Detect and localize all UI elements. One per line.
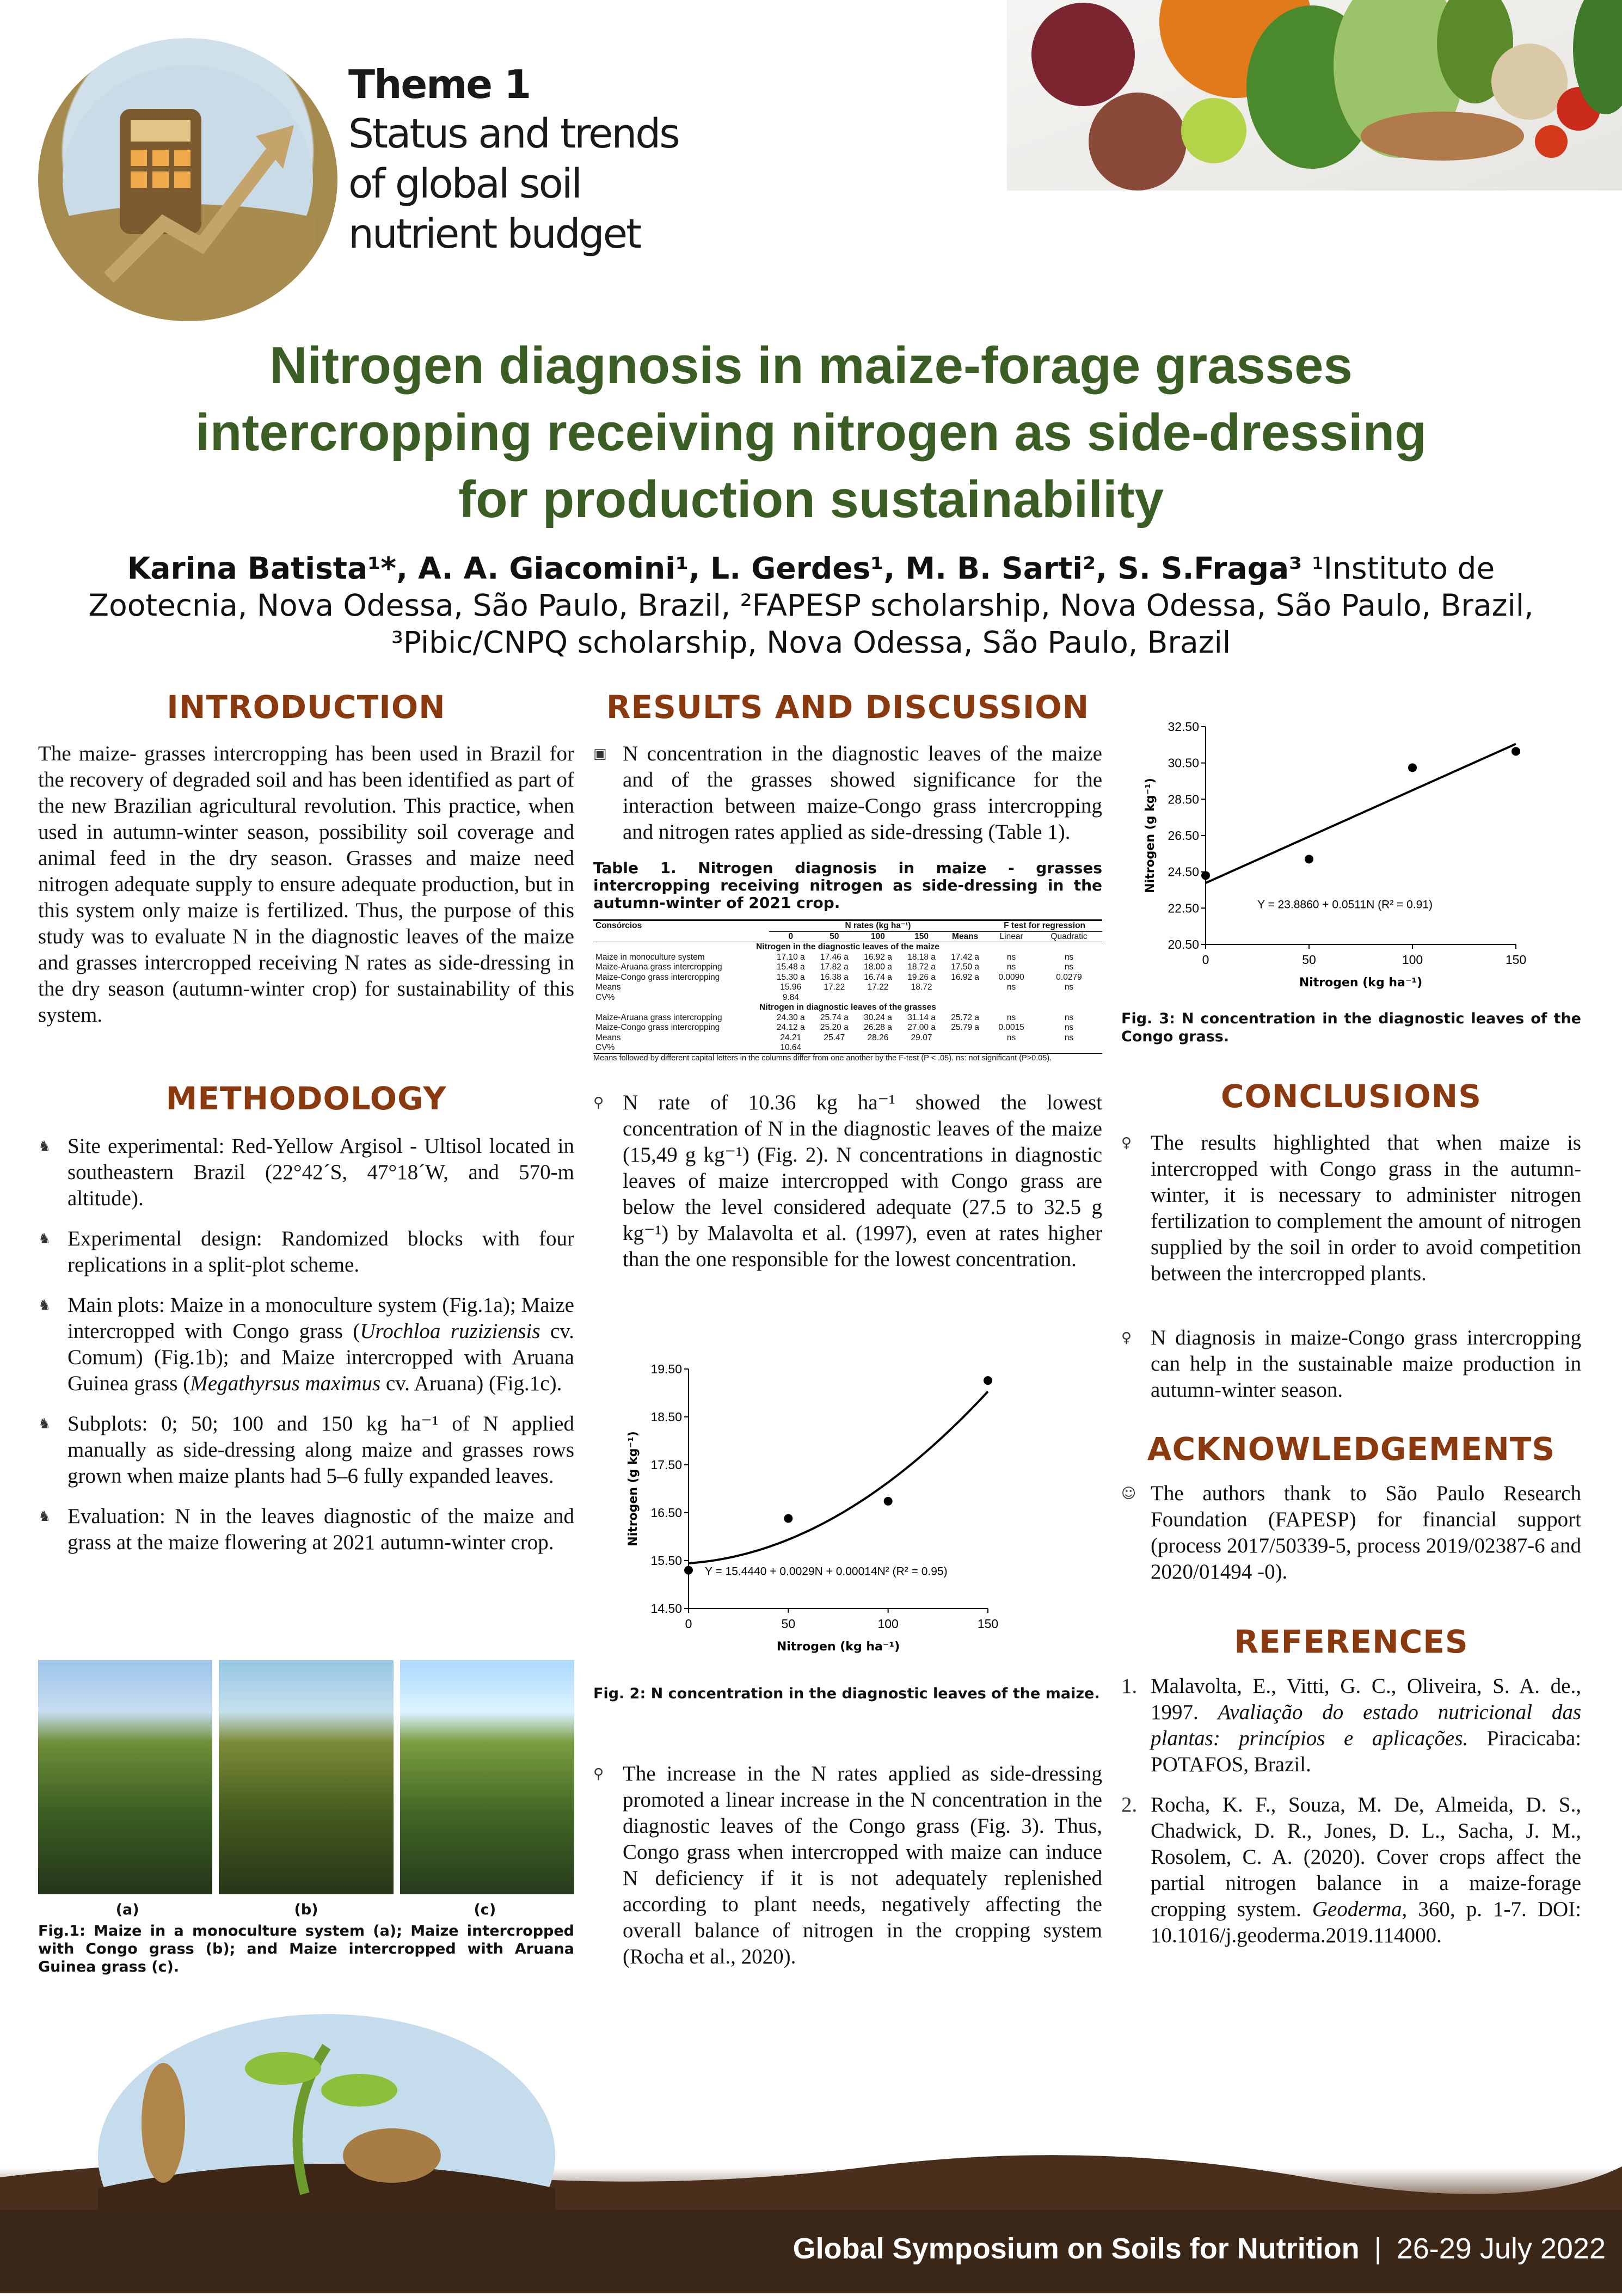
text-segment: Malavolta, E., Vitti, G. C., Oliveira, S. A. de., 1997. [1151,1674,1581,1724]
methodology-item [38,1411,574,1489]
table-subheader: 0 [788,931,794,941]
x-tick-label: 0 [685,1617,692,1631]
figure-1 [38,1660,574,1976]
table-cell: 9.84 [782,992,799,1002]
table-cell: 0.0090 [998,972,1024,982]
table-cell: 15.30 a [776,972,805,982]
figure-bullet-icon: ♞ [38,1231,51,1247]
fig3-caption: Fig. 3: N concentration in the diagnostic leaves of the Congo grass. [1121,1010,1581,1045]
table-cell: 0.0279 [1056,972,1082,982]
references-heading: REFERENCES [1234,1623,1469,1660]
text-segment: Evaluation: N in the leaves diagnostic of the maize and grass at the maize flowering at 2021 autumn-winter crop. [67,1505,574,1554]
x-tick-label: 100 [877,1617,899,1631]
table-cell [987,1043,1036,1053]
table-cell: 16.74 a [864,972,892,982]
y-tick-label: 18.50 [650,1410,682,1424]
table-cell: Maize-Congo grass intercropping [595,972,720,982]
text-segment: Avaliação do estado nutricional das plantas: princípios e aplicações. [1151,1700,1582,1750]
event-dates: 26-29 July 2022 [1396,2232,1606,2265]
poster-title [33,332,1589,533]
table-cell [1036,993,1102,1003]
conclusions-heading: CONCLUSIONS [1221,1078,1482,1115]
fig2-caption: Fig. 2: N concentration in the diagnostic leaves of the maize. [593,1685,1100,1702]
text-segment: Subplots: 0; 50; 100 and 150 kg ha⁻¹ of N applied manually as side-dressing along maize and grasses rows grown when maize plants had 5–6 fully expanded leaves. [67,1412,574,1488]
middle-column [593,689,1102,1287]
text-segment: Megathyrsus maximus [190,1372,381,1395]
table-cell: 25.74 a [820,1012,849,1022]
conclusion-text: The results highlighted that when maize is intercropped with Congo grass in the autumn-winter, it is necessary to administer nitrogen fertilization to complement the amount of nitrogen supplied by the soil in order to avoid competition between the intercropped plants. [1151,1131,1581,1285]
fit-line [1206,744,1516,883]
table-caption: Table 1. Nitrogen diagnosis in maize - grasses intercropping receiving nitrogen as side-dressing in the autumn-winter of 2021 crop. [593,859,1102,912]
table-cell: 0.0015 [998,1023,1024,1032]
theme-logo [38,38,337,321]
figure-bullet-icon: ♞ [38,1297,51,1313]
theme-line: nutrient budget [348,211,641,257]
text-segment: Main plots: Maize in a monoculture system (Fig.1a); Maize intercropped with Congo grass ( [67,1293,574,1343]
y-tick-label: 20.50 [1168,937,1199,951]
author-affiliations: ¹Instituto de Zootecnia, Nova Odessa, São Paulo, Brazil, ²FAPESP scholarship, Nova Odessa, São Paulo, Brazil, ³Pibic/CNPQ scholarship, Nova Odessa, São Paulo, Brazil [88,551,1534,660]
table-section-header: Nitrogen in the diagnostic leaves of the maize [756,942,939,951]
table-cell [987,993,1036,1003]
table-subheader: 100 [871,931,885,941]
table-cell: 17.82 a [820,962,849,972]
results-heading: RESULTS AND DISCUSSION [606,689,1090,726]
table-cell [813,1043,856,1053]
table-cell: 28.26 [867,1033,889,1042]
y-tick-label: 28.50 [1168,792,1199,807]
table-cell: 18.72 [911,983,932,992]
table-1 [593,919,1102,1063]
y-tick-label: 26.50 [1168,828,1199,843]
table-cell: ns [1064,1012,1074,1022]
table-cell: 10.64 [780,1043,802,1052]
table-cell: ns [1064,983,1074,992]
results-text-2: N rate of 10.36 kg ha⁻¹ showed the lowest concentration of N in the diagnostic leaves of the maize (15,49 g kg⁻¹) (Fig. 2). N concentrations in diagnostic leaves of maize intercropped with Congo grass are below the level considered adequate (27.5 to 32.5 g kg⁻¹) by Malavolta et al. (1997), even at rates higher than the one responsible for the lowest concentration. [623,1090,1102,1271]
table-cell: ns [1006,983,1016,992]
table-row [593,953,1102,963]
data-point [1408,763,1417,772]
table-cell [1036,1043,1102,1053]
table-cell: 17.10 a [776,952,805,962]
theme-number: Theme 1 [348,62,531,107]
theme-line: of global soil [348,161,581,207]
text-segment: cv. Aruana) (Fig.1c). [380,1372,562,1395]
table-cell [943,1033,987,1043]
data-point [984,1376,992,1385]
y-tick-label: 19.50 [650,1362,682,1376]
table-cell: 17.46 a [820,952,849,962]
table-cell [943,993,987,1003]
table-section-header: Nitrogen in diagnostic leaves of the grasses [759,1003,936,1012]
regression-equation: Y = 23.8860 + 0.0511N (R² = 0.91) [1257,898,1433,911]
table-cell [813,993,856,1003]
y-axis-label: Nitrogen (g kg⁻¹) [626,1431,640,1546]
title-line: for production sustainability [458,470,1164,529]
table-cell: Maize-Aruana grass intercropping [595,1012,722,1022]
data-point [684,1566,693,1575]
table-cell: 16.92 a [951,972,980,982]
table-cell: 18.00 a [864,962,892,972]
x-tick-label: 100 [1402,953,1423,967]
table-cell: 24.12 a [776,1023,805,1032]
table-cell: 17.42 a [951,952,980,962]
table-cell: 18.72 a [907,962,936,972]
table-row [593,973,1102,983]
magnifier-bullet-icon: ⚲ [593,1766,604,1782]
table-cell: 15.48 a [776,962,805,972]
theme-line: Status and trends [348,110,679,157]
acknowledgements-heading: ACKNOWLEDGEMENTS [1147,1431,1556,1468]
col-n-rates: N rates (kg ha⁻¹) [769,920,987,932]
table-cell: ns [1006,1012,1016,1022]
text-segment: Rocha, K. F., Souza, M. De, Almeida, D. S., Chadwick, D. R., Jones, D. L., Sacha, J. M., Rosolem, C. A. (2020). Cover crops affect the partial nitrogen balance in a maize-forage cropping system. [1151,1793,1581,1921]
table-cell: 17.50 a [951,962,980,972]
fig3-chart [1138,713,1529,996]
table-cell: 30.24 a [864,1012,892,1022]
table-cell: 25.72 a [951,1012,980,1022]
table-cell: 17.22 [824,983,845,992]
chart-growth-icon [38,38,337,321]
lightbulb-bullet-icon: ♀ [1121,1135,1132,1151]
table-row [593,993,1102,1003]
table-cell: ns [1064,1033,1074,1042]
title-line: Nitrogen diagnosis in maize-forage grasses [269,336,1353,395]
data-point [1512,747,1520,756]
table-cell: ns [1064,1023,1074,1032]
table-cell: 19.26 a [907,972,936,982]
y-tick-label: 16.50 [650,1506,682,1520]
methodology-list [38,1133,574,1556]
table-row [593,1013,1102,1023]
y-tick-label: 14.50 [650,1601,682,1616]
text-segment: Geoderma, [1312,1898,1408,1921]
table-subheader: Linear [999,931,1023,941]
table-cell: 26.28 a [864,1023,892,1032]
photo-maize-monoculture [38,1660,212,1894]
table-footnote: Means followed by different capital letters in the columns differ from one another by the F-test (P < .05). ns: not significant (P>0.05). [593,1053,1102,1063]
title-line: intercropping receiving nitrogen as side-dressing [195,403,1427,462]
table-cell: Means [595,983,621,992]
table-cell: CV% [595,992,615,1002]
introduction-text: The maize- grasses intercropping has been used in Brazil for the recovery of degraded soil and has been identified as part of the new Brazilian agricultural revolution. This practice, when used in autumn-winter season, possibility soil coverage and animal feed in the dry season. Grasses and maize need nitrogen adequate supply to ensure adequate production, but in this system only maize is fertilized. Thus, the purpose of this study was to evaluate N in the diagnostic leaves of the maize and grasses intercropped receiving N rates as side-dressing in the dry season (autumn-winter crop) for sustainability of this system. [38,742,574,1027]
fig1-caption: Fig.1: Maize in a monoculture system (a); Maize intercropped with Congo grass (b); and Maize intercropped with Aruana Guinea grass (c). [38,1923,574,1975]
methodology-heading: METHODOLOGY [165,1080,447,1117]
lightbulb-bullet-icon: ♀ [1121,1330,1132,1346]
x-tick-label: 150 [1505,953,1527,967]
text-segment: Piracicaba: POTAFOS, Brazil. [1151,1727,1581,1776]
photo-maize-aruana-grass [400,1660,574,1894]
table-cell: ns [1006,962,1016,972]
x-tick-label: 150 [977,1617,999,1631]
reference-number: 2. [1121,1793,1138,1816]
x-axis-label: Nitrogen (kg ha⁻¹) [776,1640,900,1654]
table-cell: ns [1006,1033,1016,1042]
y-tick-label: 17.50 [650,1458,682,1472]
x-tick-label: 50 [781,1617,796,1631]
table-cell: ns [1064,962,1074,972]
data-point [784,1514,792,1523]
table-cell: Maize in monoculture system [595,952,705,962]
table-subheader: 50 [830,931,839,941]
data-point [1201,871,1210,880]
table-cell: 25.20 a [820,1023,849,1032]
smiley-bullet-icon: ☺ [1121,1485,1136,1502]
photo-label-a: (a) [115,1901,139,1918]
right-column [1121,1078,1581,1963]
magnifier-bullet-icon: ⚲ [593,1094,604,1111]
text-segment: cv. Comum) (Fig.1b); and Maize intercropped with Aruana Guinea grass ( [67,1319,574,1395]
author-names: Karina Batista¹*, A. A. Giacomini¹, L. Gerdes¹, M. B. Sarti², S. S.Fraga³ [127,551,1302,586]
x-tick-label: 50 [1302,953,1316,967]
divider: | [1374,2232,1382,2265]
table-cell: 31.14 a [907,1012,936,1022]
conclusion-text: N diagnosis in maize-Congo grass intercropping can help in the sustainable maize production in autumn-winter season. [1151,1326,1581,1402]
reference-number: 1. [1121,1674,1138,1698]
table-cell: 16.92 a [864,952,892,962]
table-cell: 24.21 [780,1033,802,1042]
table-cell [943,1043,987,1053]
text-segment: Site experimental: Red-Yellow Argisol - Ultisol located in southeastern Brazil (22°42´S, 47°18´W, and 570-m altitude). [67,1134,574,1210]
figure-bullet-icon: ♞ [38,1508,51,1525]
y-tick-label: 22.50 [1168,901,1199,916]
theme-label [348,60,679,259]
text-segment: Urochloa ruziziensis [360,1319,540,1343]
event-name: Global Symposium on Soils for Nutrition [792,2232,1360,2265]
methodology-item [38,1133,574,1212]
x-tick-label: 0 [1202,953,1209,967]
table-cell: 25.79 a [951,1023,980,1032]
results-text-3: The increase in the N rates applied as side-dressing promoted a linear increase in the N concentration in the diagnostic leaves of the Congo grass (Fig. 3). Thus, Congo grass when intercropped with maize can induce N deficiency if it is not adequately replenished according to plant needs, negatively affecting the overall balance of nitrogen in the cropping system (Rocha et al., 2020). [623,1762,1102,1968]
text-segment: 360, p. 1-7. DOI: 10.1016/j.geoderma.2019.114000. [1151,1898,1582,1947]
table-subheader: Quadratic [1050,931,1088,941]
figure-bullet-icon: ♞ [38,1416,51,1432]
table-cell: 25.47 [824,1033,845,1042]
table-subheader: 150 [914,931,929,941]
table-cell [856,1043,900,1053]
table-row [593,983,1102,993]
checkbox-bullet-icon: ▣ [593,746,607,762]
reference-item [1121,1792,1581,1949]
photo-label-c: (c) [474,1901,496,1918]
photo-label-b: (b) [294,1901,318,1918]
food-banner-image [1007,0,1622,191]
photo-maize-congo-grass [219,1660,393,1894]
methodology-item [38,1503,574,1556]
y-tick-label: 32.50 [1168,720,1199,734]
left-column [38,689,574,1570]
table-cell [900,1043,943,1053]
table-cell: ns [1064,952,1074,962]
table-cell: Maize-Congo grass intercropping [595,1023,720,1032]
reference-item [1121,1673,1581,1778]
x-axis-label: Nitrogen (kg ha⁻¹) [1299,976,1423,990]
table-cell: 17.22 [867,983,889,992]
fig2-chart [620,1355,1002,1660]
table-cell: 18.18 a [907,952,936,962]
table-cell: ns [1006,952,1016,962]
data-point [1305,855,1313,863]
table-cell: 15.96 [780,983,802,992]
table-cell: 29.07 [911,1033,932,1042]
table-cell: CV% [595,1043,615,1052]
results-text-1: N concentration in the diagnostic leaves of the maize and of the grasses showed significance for the interaction between maize-Congo grass intercropping and nitrogen rates applied as side-dressing (Table 1). [623,742,1102,844]
data-point [884,1497,893,1506]
table-row [593,1023,1102,1033]
table-cell [943,983,987,993]
y-tick-label: 15.50 [650,1554,682,1568]
methodology-item [38,1226,574,1278]
references-list [1121,1673,1581,1949]
table-cell: 27.00 a [907,1023,936,1032]
col-consorcios: Consórcios [595,921,642,931]
introduction-heading: INTRODUCTION [167,689,446,726]
fit-line [689,1391,988,1563]
y-tick-label: 30.50 [1168,756,1199,770]
table-row [593,962,1102,973]
y-axis-label: Nitrogen (g kg⁻¹) [1144,778,1157,893]
y-tick-label: 24.50 [1168,864,1199,879]
table-cell: Maize-Aruana grass intercropping [595,962,722,972]
table-cell [900,993,943,1003]
figure-bullet-icon: ♞ [38,1138,51,1155]
table-cell: Means [595,1033,621,1042]
table-cell: 16.38 a [820,972,849,982]
table-cell: 24.30 a [776,1012,805,1022]
methodology-item [38,1292,574,1397]
acknowledgements-text: The authors thank to São Paulo Research Foundation (FAPESP) for financial support (process 2017/50339-5, process 2019/02387-6 and 2020/01494 -0). [1151,1482,1581,1583]
table-subheader: Means [952,931,979,941]
col-f-test: F test for regression [987,920,1102,932]
footer-band [0,2210,1622,2293]
table-row [593,1033,1102,1043]
regression-equation: Y = 15.4440 + 0.0029N + 0.00014N² (R² = 0.95) [705,1565,948,1578]
text-segment: Experimental design: Randomized blocks with four replications in a split-plot scheme. [67,1227,574,1276]
authors-block [54,550,1568,661]
table-cell [856,993,900,1003]
table-row [593,1043,1102,1053]
